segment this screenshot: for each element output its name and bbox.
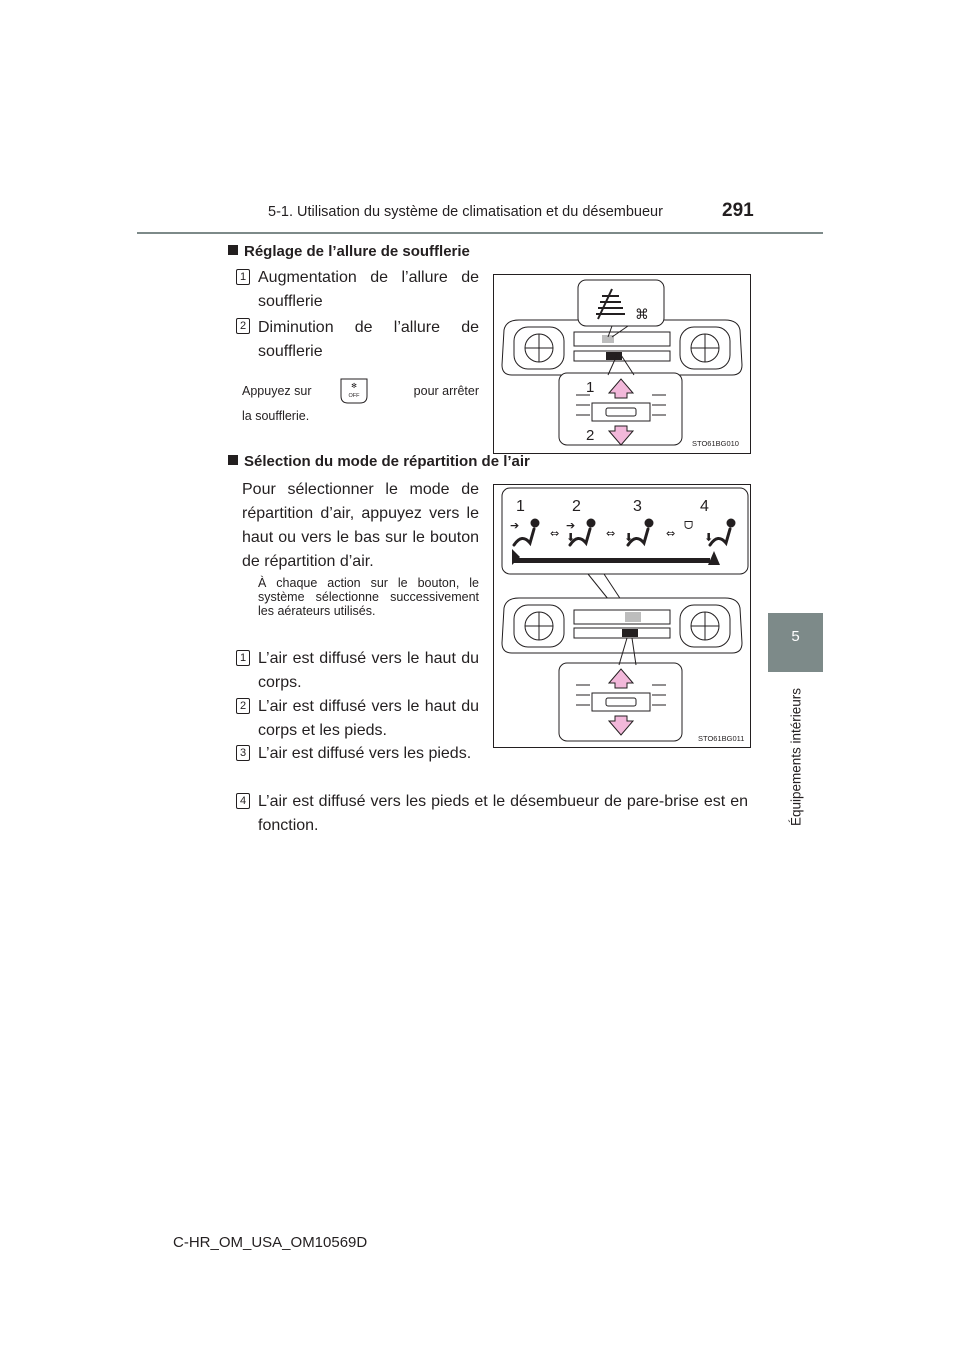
section2-heading-text: Sélection du mode de répartition de l’air [244,453,530,470]
fan-off-button-icon [338,376,370,406]
figure-caption: STO61BG011 [698,734,745,743]
square-bullet-icon [228,455,238,465]
chapter-label: Équipements intérieurs [788,687,803,827]
callout-number: 1 [236,269,250,285]
svg-text:⇔: ⇔ [606,527,616,540]
section2-intro: Pour sélectionner le mode de répartition d’air, appuyez vers le haut ou vers le bas sur le bouton de répartition d’air. [242,481,479,570]
square-bullet-icon [228,245,238,255]
figure-callout-2: 2 [586,427,595,444]
section1-item-1: Augmentation de l’allure de soufflerie [258,269,479,310]
svg-text:⬇: ⬇ [704,531,714,544]
callout-number: 2 [236,318,250,334]
svg-text:✻: ✻ [351,382,358,390]
callout-number: 1 [236,650,250,666]
figure-callout-1: 1 [586,379,595,396]
svg-text:OFF: OFF [348,393,360,399]
chapter-number: 5 [791,628,800,645]
figure-callout-2: 2 [572,498,581,515]
figure-callout-4: 4 [700,498,709,515]
callout-number: 3 [236,745,250,761]
section1-heading [228,243,470,260]
section2-heading [228,453,530,470]
section2-item-3: L’air est diffusé vers les pieds. [258,745,472,762]
air-distribution-illustration [494,485,750,747]
svg-text:➔: ➔ [566,519,576,532]
note-before: Appuyez sur [242,384,312,398]
section2-note: À chaque action sur le bouton, le système sélectionne successivement les aérateurs utilisés. [258,576,479,618]
section2-item-1: L’air est diffusé vers le haut du corps. [258,650,479,691]
section2-item-4: L’air est diffusé vers les pieds et le désembueur de pare-brise est en fonction. [258,793,748,834]
section1-note: Appuyez sur ✻ OFF pour arrêter la soufflerie. [242,376,479,426]
callout-number: 4 [236,793,250,809]
svg-text:⬇: ⬇ [566,531,576,544]
svg-text:ᗜ: ᗜ [684,519,694,532]
section1-heading-text: Réglage de l’allure de soufflerie [244,243,470,260]
svg-text:⬇: ⬇ [624,531,634,544]
section1-item-2: Diminution de l’allure de soufflerie [258,319,479,360]
figure-air-distribution [493,484,751,748]
figure-fan-speed [493,274,751,454]
fan-speed-illustration [494,275,750,453]
section2-item-2: L’air est diffusé vers le haut du corps et les pieds. [258,698,479,739]
chapter-label-wrap [768,672,823,842]
figure-caption: STO61BG010 [692,439,739,448]
svg-text:⇔: ⇔ [550,527,560,540]
page-number: 291 [722,200,754,221]
figure-callout-1: 1 [516,498,525,515]
svg-text:⇔: ⇔ [666,527,676,540]
callout-number: 2 [236,698,250,714]
section-title: 5-1. Utilisation du système de climatisation et du désembueur [268,204,663,220]
header-rule [137,232,823,234]
figure-callout-3: 3 [633,498,642,515]
svg-text:➔: ➔ [510,519,520,532]
document-code: C-HR_OM_USA_OM10569D [173,1234,368,1251]
svg-text:⌘: ⌘ [635,307,649,323]
